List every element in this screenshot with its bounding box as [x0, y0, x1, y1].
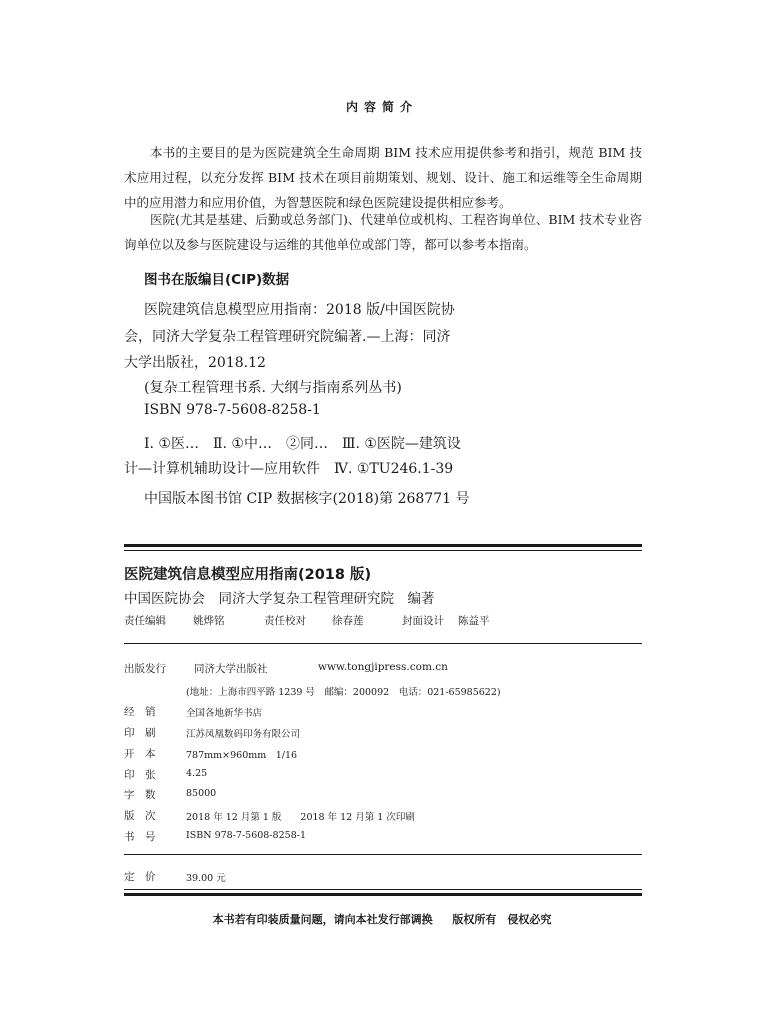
- pub-row-label: 书 号: [124, 831, 156, 843]
- book-title: 医院建筑信息模型应用指南(2018 版): [124, 567, 372, 583]
- cip-line: 会，同济大学复杂工程管理研究院编著.—上海：同济: [124, 329, 451, 345]
- bottom-thin-rule: [124, 889, 642, 890]
- pub-row-value: 85000: [186, 788, 217, 799]
- cover-value: 陈益平: [458, 615, 490, 627]
- top-thin-rule: [124, 550, 642, 551]
- bottom-thick-rule: [124, 893, 642, 896]
- price-top-rule: [124, 854, 642, 855]
- footer-rights: 版权所有 侵权必究: [452, 913, 552, 926]
- proof-value: 徐春莲: [332, 615, 364, 627]
- publisher-website: www.tongjipress.com.cn: [318, 661, 448, 673]
- pub-row-value: 全国各地新华书店: [186, 708, 263, 719]
- pub-row-label: 开 本: [124, 748, 156, 760]
- cip-line: 医院建筑信息模型应用指南：2018 版/中国医院协: [144, 302, 455, 318]
- publisher-address: (地址：上海市四平路 1239 号 邮编：200092 电话：021-65985622): [186, 687, 501, 698]
- price-label: 定 价: [124, 871, 156, 883]
- cip-line: ISBN 978-7-5608-8258-1: [144, 402, 321, 418]
- summary-paragraph-1: 本书的主要目的是为医院建筑全生命周期 BIM 技术应用提供参考和指引，规范 BIM 技术应用过程，以充分发挥 BIM 技术在项目前期策划、规划、设计、施工和运维等全生命周期中的应用潜力和应用价值，为智慧医院和绿色医院建设提供相应参考。: [124, 145, 642, 210]
- cover-label: 封面设计: [402, 615, 444, 627]
- summary-title: 内容简介: [345, 100, 418, 114]
- summary-paragraph-2: 医院(尤其是基建、后勤或总务部门)、代建单位或机构、工程咨询单位、BIM 技术专业咨询单位以及参与医院建设与运维的其他单位或部门等，都可以参考本指南。: [124, 212, 642, 252]
- pub-row-label: 字 数: [124, 789, 156, 801]
- cip-line: 计—计算机辅助设计—应用软件 Ⅳ. ①TU246.1-39: [124, 461, 454, 477]
- pub-row-label: 版 次: [124, 810, 156, 822]
- pub-row-value: 4.25: [186, 768, 208, 779]
- footer-notice: 本书若有印装质量问题，请向本社发行部调换: [212, 913, 433, 926]
- price-value: 39.00 元: [186, 873, 226, 884]
- cip-line: (复杂工程管理书系. 大纲与指南系列丛书): [144, 380, 402, 396]
- book-authors: 中国医院协会 同济大学复杂工程管理研究院 编著: [124, 591, 435, 607]
- pub-row-value: 江苏凤凰数码印务有限公司: [186, 729, 301, 740]
- pub-row-label: 经 销: [124, 706, 156, 718]
- publisher-label: 出版发行: [124, 663, 166, 675]
- pub-row-value: 2018 年 12 月第 1 版 2018 年 12 月第 1 次印刷: [186, 812, 415, 823]
- publisher-value: 同济大学出版社: [194, 663, 268, 675]
- cip-heading: 图书在版编目(CIP)数据: [144, 272, 290, 288]
- proof-label: 责任校对: [264, 615, 306, 627]
- pub-row-label: 印 刷: [124, 727, 156, 739]
- pub-row-value: ISBN 978-7-5608-8258-1: [186, 830, 306, 841]
- pub-row-value: 787mm×960mm 1/16: [186, 750, 298, 761]
- pub-row-label: 印 张: [124, 769, 156, 781]
- cip-line: 大学出版社，2018.12: [124, 355, 266, 371]
- editor-label: 责任编辑: [124, 615, 166, 627]
- cip-line: Ⅰ. ①医… Ⅱ. ①中… ②同… Ⅲ. ①医院—建筑设: [144, 436, 461, 452]
- middle-rule: [124, 643, 642, 644]
- footer: [0, 911, 764, 927]
- editor-value: 姚烨铭: [193, 615, 225, 627]
- cip-number-line: 中国版本图书馆 CIP 数据核字(2018)第 268771 号: [144, 491, 470, 507]
- top-thick-rule: [124, 544, 642, 547]
